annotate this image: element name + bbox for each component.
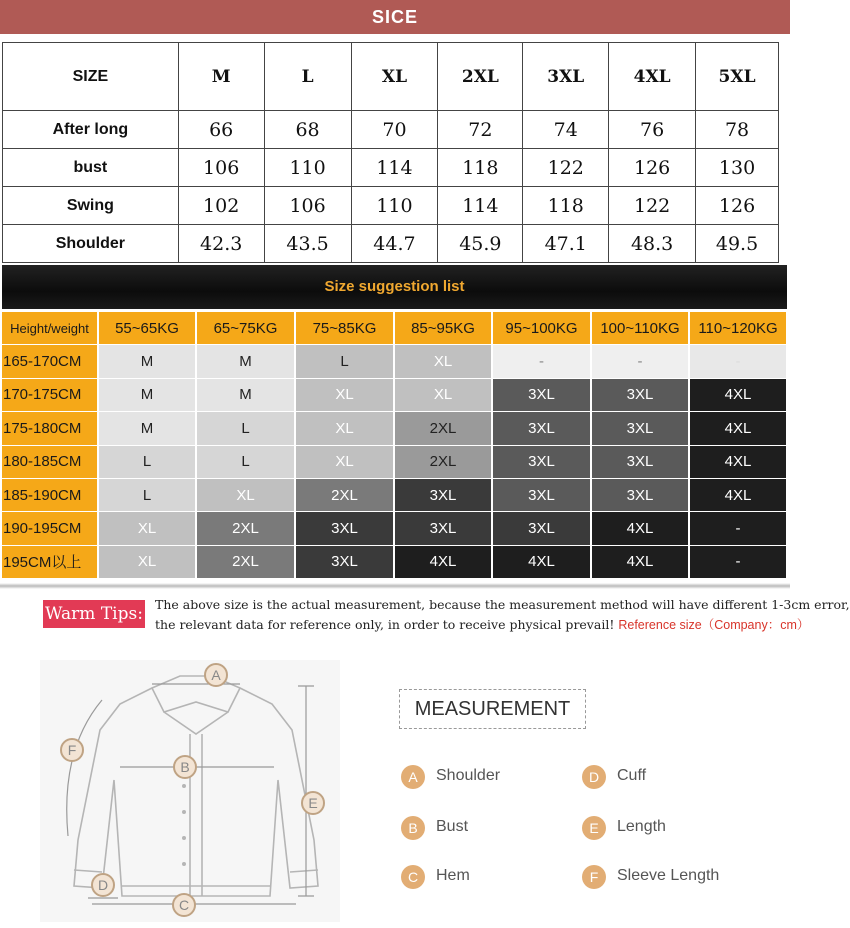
- size-cell: XL: [395, 345, 493, 378]
- size-cell: M: [197, 379, 296, 412]
- weight-header: 95~100KG: [493, 312, 592, 345]
- size-cell: 2XL: [197, 546, 296, 579]
- size-table-corner: SIZE: [3, 43, 179, 111]
- size-cell: 4XL: [690, 479, 788, 512]
- height-label: 175-180CM: [2, 412, 99, 445]
- suggestion-header: Size suggestion list: [2, 265, 787, 309]
- size-table-cell: 106: [264, 187, 351, 225]
- size-cell: L: [197, 446, 296, 479]
- size-cell: 3XL: [592, 412, 690, 445]
- size-cell: 4XL: [690, 412, 788, 445]
- size-table-cell: 110: [351, 187, 438, 225]
- size-cell: L: [99, 446, 197, 479]
- warm-tips-badge: Warm Tips:: [43, 600, 145, 628]
- size-cell: L: [99, 479, 197, 512]
- shirt-outline: [40, 660, 340, 922]
- size-cell: M: [99, 379, 197, 412]
- shirt-diagram: [40, 660, 340, 922]
- size-cell: L: [197, 412, 296, 445]
- size-table-cell: 106: [178, 149, 264, 187]
- size-table-cell: 68: [264, 111, 351, 149]
- size-cell: 3XL: [592, 379, 690, 412]
- size-column-header: 5XL: [696, 43, 779, 111]
- size-row-label: bust: [3, 149, 179, 187]
- size-column-header: 3XL: [523, 43, 609, 111]
- size-column-header: 2XL: [438, 43, 523, 111]
- size-cell: 2XL: [395, 446, 493, 479]
- size-table-row: [3, 111, 779, 149]
- size-table-cell: 42.3: [178, 225, 264, 263]
- size-table-row: [3, 187, 779, 225]
- size-cell: 4XL: [395, 546, 493, 579]
- size-cell: 3XL: [493, 379, 592, 412]
- size-table-cell: 114: [351, 149, 438, 187]
- size-column-header: M: [178, 43, 264, 111]
- legend-label: Shoulder: [436, 767, 501, 784]
- size-row-label: Shoulder: [3, 225, 179, 263]
- size-table-cell: 45.9: [438, 225, 523, 263]
- size-cell: M: [99, 345, 197, 378]
- weight-header: 110~120KG: [690, 312, 788, 345]
- size-cell: 4XL: [592, 512, 690, 545]
- height-label: 180-185CM: [2, 446, 99, 479]
- size-cell: -: [690, 345, 788, 378]
- size-table-cell: 126: [696, 187, 779, 225]
- size-cell: 2XL: [296, 479, 395, 512]
- size-table-cell: 126: [609, 149, 696, 187]
- tips-text-line2: [155, 615, 809, 633]
- size-cell: XL: [395, 379, 493, 412]
- size-cell: 3XL: [493, 412, 592, 445]
- marker-d: D: [91, 873, 115, 897]
- height-label: 170-175CM: [2, 379, 99, 412]
- height-label: 185-190CM: [2, 479, 99, 512]
- size-cell: 3XL: [296, 546, 395, 579]
- size-cell: -: [690, 546, 788, 579]
- size-cell: M: [99, 412, 197, 445]
- size-table-cell: 74: [523, 111, 609, 149]
- size-cell: 3XL: [493, 446, 592, 479]
- size-cell: 3XL: [493, 479, 592, 512]
- size-table-cell: 76: [609, 111, 696, 149]
- size-cell: 4XL: [493, 546, 592, 579]
- size-table-row: [3, 225, 779, 263]
- page-title: SICE: [0, 0, 790, 34]
- size-cell: M: [197, 345, 296, 378]
- size-table-cell: 66: [178, 111, 264, 149]
- size-cell: 4XL: [690, 446, 788, 479]
- size-cell: XL: [197, 479, 296, 512]
- measurement-title: MEASUREMENT: [399, 689, 586, 729]
- marker-b: B: [173, 755, 197, 779]
- size-cell: XL: [296, 412, 395, 445]
- tips-text: the relevant data for reference only, in order to receive physical prevail!: [155, 617, 615, 632]
- size-table-cell: 122: [609, 187, 696, 225]
- size-cell: 4XL: [690, 379, 788, 412]
- legend-label: Bust: [436, 818, 469, 835]
- size-cell: XL: [99, 546, 197, 579]
- size-table-cell: 118: [523, 187, 609, 225]
- size-cell: 3XL: [493, 512, 592, 545]
- size-cell: 3XL: [296, 512, 395, 545]
- weight-header: 55~65KG: [99, 312, 197, 345]
- height-label: 195CM以上: [2, 546, 99, 579]
- size-column-header: XL: [351, 43, 438, 111]
- weight-header: 85~95KG: [395, 312, 493, 345]
- size-table-cell: 78: [696, 111, 779, 149]
- size-cell: XL: [296, 446, 395, 479]
- legend-letter: C: [401, 865, 425, 889]
- reference-size-note: Reference size（Company：cm）: [618, 618, 810, 632]
- size-cell: 4XL: [592, 546, 690, 579]
- marker-f: F: [60, 738, 84, 762]
- size-cell: L: [296, 345, 395, 378]
- divider: [0, 583, 790, 589]
- size-table-cell: 130: [696, 149, 779, 187]
- size-table-cell: 49.5: [696, 225, 779, 263]
- size-cell: -: [690, 512, 788, 545]
- legend-letter: E: [582, 816, 606, 840]
- size-cell: 3XL: [592, 446, 690, 479]
- size-table-cell: 110: [264, 149, 351, 187]
- legend-letter: D: [582, 765, 606, 789]
- legend-letter: F: [582, 865, 606, 889]
- size-table-cell: 43.5: [264, 225, 351, 263]
- suggestion-grid: [2, 312, 788, 579]
- height-label: 190-195CM: [2, 512, 99, 545]
- weight-header: 65~75KG: [197, 312, 296, 345]
- legend-label: Cuff: [617, 767, 647, 784]
- marker-e: E: [301, 791, 325, 815]
- size-row-label: After long: [3, 111, 179, 149]
- size-cell: -: [493, 345, 592, 378]
- size-table-cell: 102: [178, 187, 264, 225]
- legend-letter: B: [401, 816, 425, 840]
- grid-corner-label: Height/weight: [2, 312, 99, 345]
- size-table-cell: 122: [523, 149, 609, 187]
- tips-text-line1: The above size is the actual measurement, because the measurement method will have different 1-3cm error,: [155, 597, 850, 612]
- size-cell: 3XL: [395, 512, 493, 545]
- legend-label: Hem: [436, 867, 470, 884]
- height-label: 165-170CM: [2, 345, 99, 378]
- marker-a: A: [204, 663, 228, 687]
- size-column-header: 4XL: [609, 43, 696, 111]
- weight-header: 75~85KG: [296, 312, 395, 345]
- size-table-cell: 118: [438, 149, 523, 187]
- size-table-row: [3, 149, 779, 187]
- size-cell: -: [592, 345, 690, 378]
- size-table-cell: 44.7: [351, 225, 438, 263]
- size-cell: XL: [99, 512, 197, 545]
- weight-header: 100~110KG: [592, 312, 690, 345]
- size-table-cell: 47.1: [523, 225, 609, 263]
- size-cell: 3XL: [395, 479, 493, 512]
- size-cell: 3XL: [592, 479, 690, 512]
- size-table: [2, 42, 779, 263]
- size-cell: 2XL: [197, 512, 296, 545]
- marker-c: C: [172, 893, 196, 917]
- legend-label: Sleeve Length: [617, 867, 720, 884]
- legend-label: Length: [617, 818, 666, 835]
- size-row-label: Swing: [3, 187, 179, 225]
- size-table-cell: 70: [351, 111, 438, 149]
- size-table-cell: 48.3: [609, 225, 696, 263]
- size-table-cell: 72: [438, 111, 523, 149]
- size-table-cell: 114: [438, 187, 523, 225]
- legend-letter: A: [401, 765, 425, 789]
- size-cell: XL: [296, 379, 395, 412]
- size-column-header: L: [264, 43, 351, 111]
- size-cell: 2XL: [395, 412, 493, 445]
